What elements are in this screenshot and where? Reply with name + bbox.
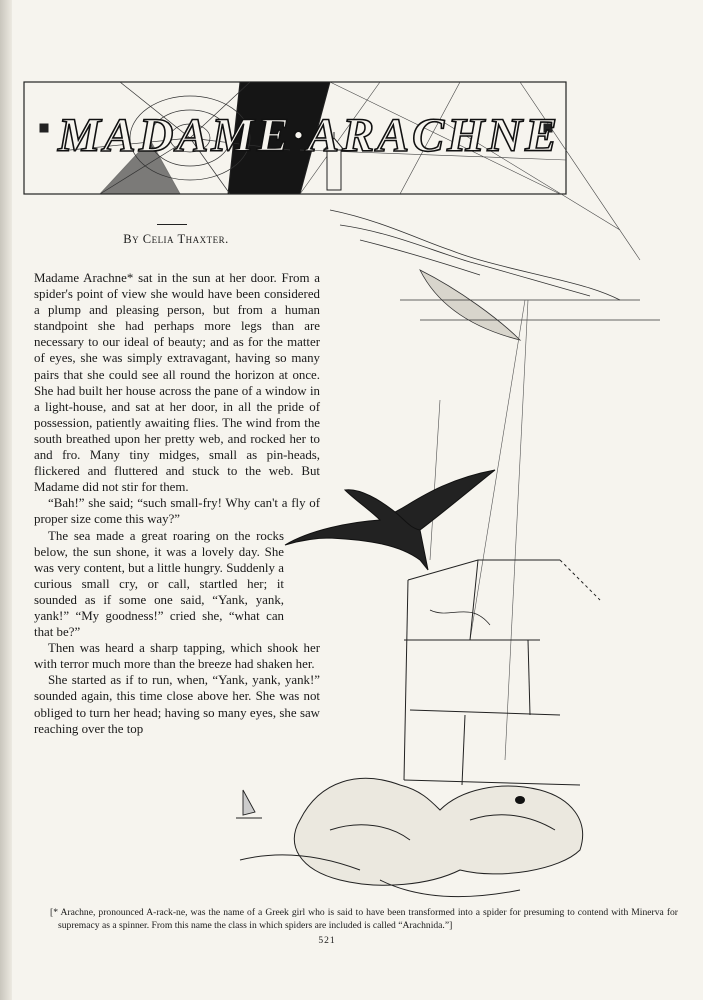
small-spider <box>515 796 525 804</box>
page-number: 521 <box>318 936 336 946</box>
paragraph: “Bah!” she said; “such small-fry! Why can't a fly of proper size come this way?” <box>34 496 320 527</box>
footnote: [* Arachne, pronounced A-rack-ne, was the name of a Greek girl who is said to have been transformed into a spider for presuming to contend with Minerva for supremacy as a spinner. From this name the class in which spiders are included is called “Arachnida.”] <box>50 907 678 931</box>
paragraph: Madame Arachne* sat in the sun at her door. From a spider's point of view she would have been considered a plump and pleasing person, but from a human standpoint she had perhaps more legs than are necessary to our ideal of beauty; and as for the matter of eyes, she was simply extravagant, having so many pairs that she could see all round the horizon at once. She had built her house across the pane of a window in a light-house, and sat at her door, in all the pride of possession, patiently awaiting flies. The wind from the south breathed upon her pretty web, and rocked her to and fro. Many tiny midges, small as pin-heads, flickered and fluttered and stuck to the web. But Madame did not stir for them. <box>34 271 320 495</box>
stone-wall <box>404 560 600 785</box>
paragraph: The sea made a great roaring on the rocks below, the sun shone, it was a lovely day. She was very content, but a little hungry. Suddenly a curious small cry, or call, startled her; it sounded as if some one said, “Yank, yank, yank!” “My goodness!” cried she, “what can that be?” <box>34 528 284 640</box>
sailboat <box>236 790 262 818</box>
byline: By Celia Thaxter. <box>123 232 229 246</box>
article-title: MADAME·ARACHNE <box>58 109 561 162</box>
long-threads <box>430 300 528 760</box>
paragraph: Then was heard a sharp tapping, which shook her with terror much more than the breeze had shaken her. <box>34 641 320 672</box>
article-body <box>34 270 320 737</box>
title-rule <box>157 224 187 225</box>
rocks-foreground <box>240 778 583 896</box>
paragraph: She started as if to run, when, “Yank, yank, yank!” sounded again, this time close above her. She was not obliged to turn her head; having so many eyes, she saw reaching over the top <box>34 673 320 736</box>
shoreline-sketch <box>330 210 660 340</box>
